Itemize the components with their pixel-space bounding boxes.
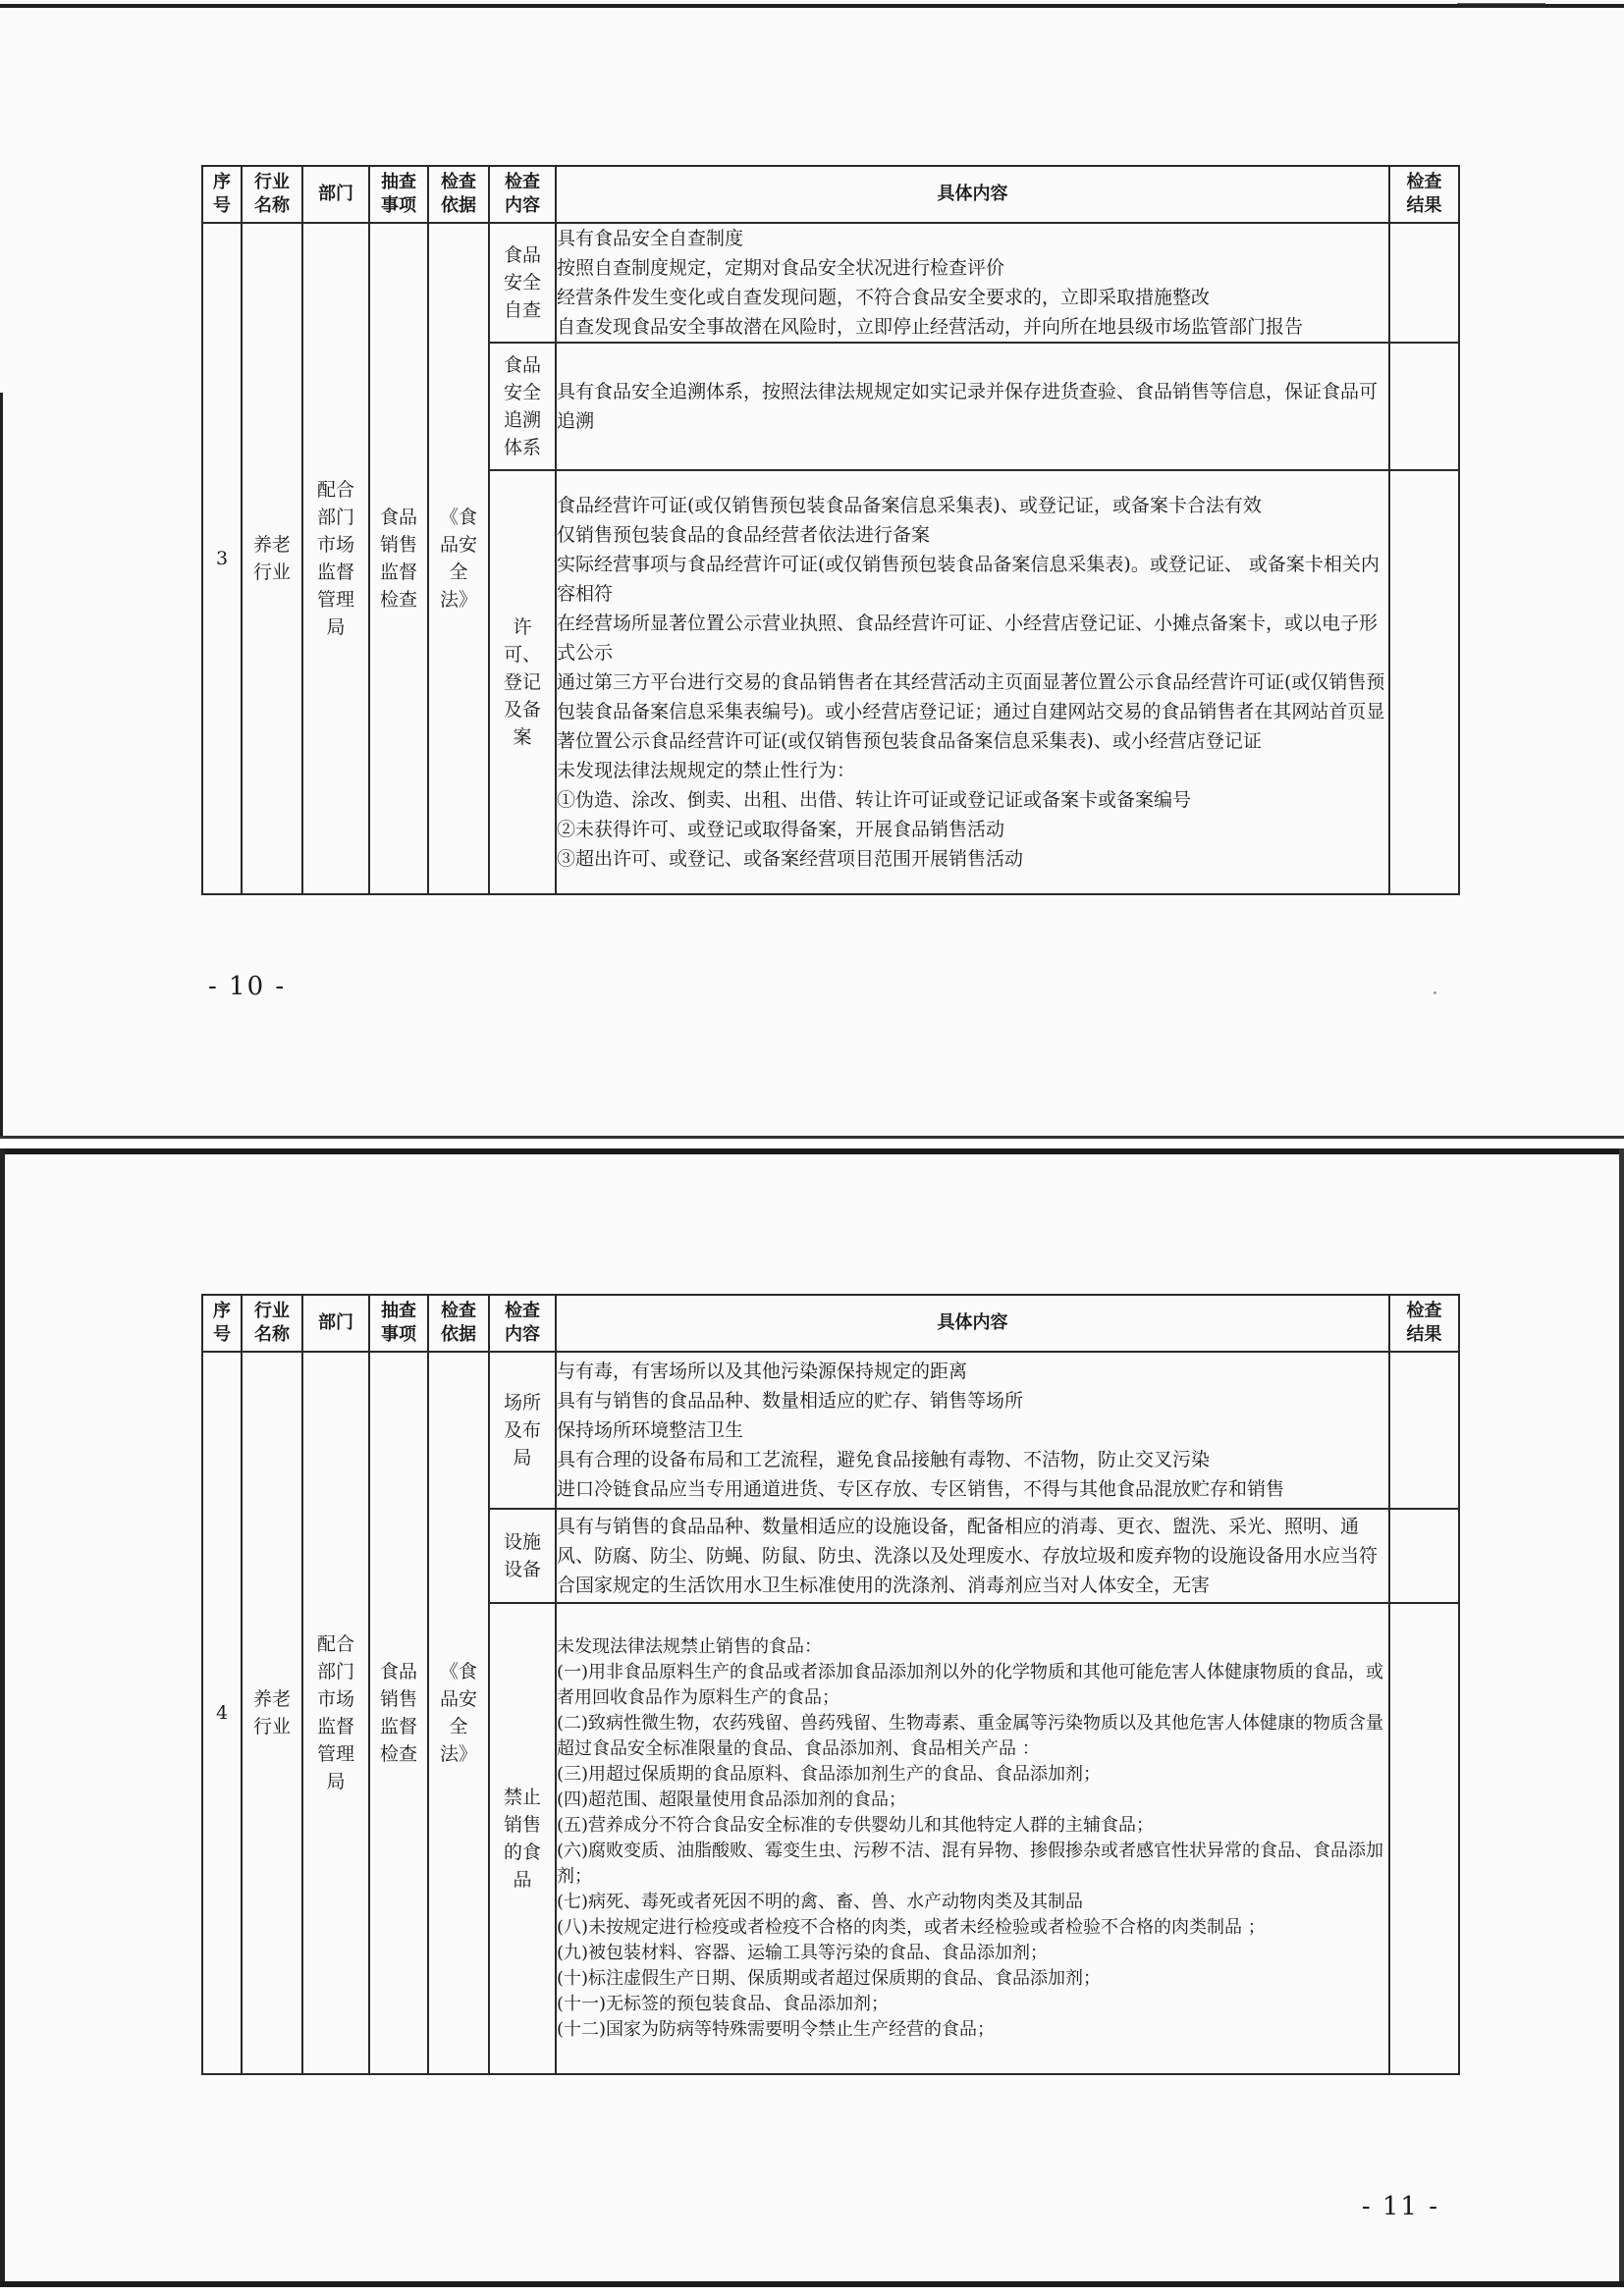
content-line: 自查发现食品安全事故潜在风险时，立即停止经营活动，并向所在地县级市场监管部门报告	[557, 316, 1304, 338]
row-item: 食品销售监督检查	[369, 1352, 428, 2074]
scan-edge-top	[0, 4, 1624, 8]
header-seq: 序号	[202, 1295, 242, 1352]
result-cell	[1389, 470, 1459, 894]
section-category: 禁止销售的食品	[489, 1603, 556, 2074]
row-dept: 配合部门市场监督管理局	[302, 1352, 369, 2074]
row-seq: 4	[202, 1352, 242, 2074]
content-line: (九)被包装材料、容器、运输工具等污染的食品、食品添加剂；	[557, 1943, 1049, 1963]
table-header-row	[202, 1295, 1459, 1352]
scan-edge-right	[1619, 1148, 1624, 2287]
header-dept: 部门	[302, 1295, 369, 1352]
content-line: 具有与销售的食品品种、数量相适应的贮存、销售等场所	[557, 1390, 1024, 1412]
content-line: 具有合理的设备布局和工艺流程，避免食品接触有毒物、不洁物，防止交叉污染	[557, 1449, 1211, 1470]
section-content	[556, 1352, 1389, 1509]
header-item: 抽查事项	[369, 1295, 428, 1352]
content-line: (十一)无标签的预包装食品、食品添加剂；	[557, 1994, 890, 2014]
scan-edge-bottom	[0, 1136, 1624, 1139]
scan-edge-left	[0, 1148, 5, 2287]
row-basis: 《食品安全法》	[428, 1352, 489, 2074]
row-basis: 《食品安全法》	[428, 223, 489, 894]
content-line: (八)未按规定进行检疫或者检疫不合格的肉类，或者未经检验或者检验不合格的肉类制品 ；	[557, 1917, 1266, 1938]
header-detail: 具体内容	[556, 1295, 1389, 1352]
content-line: (一)用非食品原料生产的食品或者添加食品添加剂以外的化学物质和其他可能危害人体健康物质的食品，或者用回收食品作为原料生产的食品；	[557, 1662, 1384, 1708]
section-content	[556, 1509, 1389, 1603]
table-header-row	[202, 166, 1459, 223]
content-line: 仅销售预包装食品的食品经营者依法进行备案	[557, 524, 931, 546]
header-scope: 检查内容	[489, 166, 556, 223]
section-category: 食品安全自查	[489, 223, 556, 343]
inspection-table	[201, 165, 1460, 895]
scan-corner-mark	[1457, 0, 1545, 4]
header-detail: 具体内容	[556, 166, 1389, 223]
content-line: (四)超范围、超限量使用食品添加剂的食品；	[557, 1789, 907, 1810]
result-cell	[1389, 223, 1459, 343]
section-content	[556, 470, 1389, 894]
content-line: (十二)国家为防病等特殊需要明令禁止生产经营的食品；	[557, 2019, 996, 2040]
row-industry: 养老行业	[242, 1352, 302, 2074]
content-line: 经营条件发生变化或自查发现问题，不符合食品安全要求的，立即采取措施整改	[557, 287, 1211, 308]
content-line: (七)病死、毒死或者死因不明的禽、畜、兽、水产动物肉类及其制品	[557, 1892, 1084, 1912]
page-11	[0, 1148, 1624, 2287]
table-row	[202, 223, 1459, 343]
section-category: 场所及布局	[489, 1352, 556, 1509]
header-industry: 行业名称	[242, 166, 302, 223]
content-line: 实际经营事项与食品经营许可证(或仅销售预包装食品备案信息采集表)。或登记证、 或备案卡相关内容相符	[557, 554, 1380, 605]
table-row	[202, 1352, 1459, 1509]
content-line: 未发现法律法规规定的禁止性行为：	[557, 760, 856, 781]
content-line: 保持场所环境整洁卫生	[557, 1419, 744, 1441]
content-line: 未发现法律法规禁止销售的食品：	[557, 1636, 822, 1657]
section-content	[556, 343, 1389, 470]
header-result: 检查结果	[1389, 1295, 1459, 1352]
content-line: 与有毒，有害场所以及其他污染源保持规定的距离	[557, 1361, 968, 1382]
scan-edge-top	[0, 1148, 1624, 1154]
content-line: 具有与销售的食品品种、数量相适应的设施设备，配备相应的消毒、更衣、盥洗、采光、照明、通风、防腐、防尘、防蝇、防鼠、防虫、洗涤以及处理废水、存放垃圾和废弃物的设施设备用水应当符合国家规定的生活饮用水卫生标准使用的洗涤剂、消毒剂应当对人体安全，无害	[557, 1516, 1379, 1596]
section-category: 设施设备	[489, 1509, 556, 1603]
section-category: 食品安全追溯体系	[489, 343, 556, 470]
page-number: - 11 -	[1361, 2192, 1439, 2221]
section-content	[556, 1603, 1389, 2074]
page-number: - 10 -	[208, 972, 287, 1001]
inspection-table	[201, 1294, 1460, 2075]
result-cell	[1389, 1352, 1459, 1509]
content-line: 进口冷链食品应当专用通道进货、专区存放、专区销售，不得与其他食品混放贮存和销售	[557, 1478, 1285, 1500]
content-line: ③超出许可、或登记、或备案经营项目范围开展销售活动	[557, 848, 1024, 870]
header-dept: 部门	[302, 166, 369, 223]
content-line: 具有食品安全自查制度	[557, 228, 744, 249]
result-cell	[1389, 1603, 1459, 2074]
content-line: 按照自查制度规定，定期对食品安全状况进行检查评价	[557, 257, 1005, 279]
row-dept: 配合部门市场监督管理局	[302, 223, 369, 894]
content-line: 食品经营许可证(或仅销售预包装食品备案信息采集表)、或登记证，或备案卡合法有效	[557, 495, 1262, 516]
scan-speck	[1434, 991, 1436, 994]
header-basis: 检查依据	[428, 166, 489, 223]
content-line: (三)用超过保质期的食品原料、食品添加剂生产的食品、食品添加剂；	[557, 1764, 1102, 1785]
content-line: (二)致病性微生物，农药残留、兽药残留、生物毒素、重金属等污染物质以及其他危害人体健康的物质含量超过食品安全标准限量的食品、食品添加剂、食品相关产品 ：	[557, 1713, 1384, 1759]
row-industry: 养老行业	[242, 223, 302, 894]
row-seq: 3	[202, 223, 242, 894]
content-line: 具有食品安全追溯体系，按照法律法规规定如实记录并保存进货查验、食品销售等信息，保证食品可追溯	[557, 381, 1379, 432]
content-line: (十)标注虚假生产日期、保质期或者超过保质期的食品、食品添加剂；	[557, 1968, 1102, 1989]
content-line: 通过第三方平台进行交易的食品销售者在其经营活动主页面显著位置公示食品经营许可证(或仅销售预包装食品备案信息采集表编号)。或小经营店登记证；通过自建网站交易的食品销售者在其网站首页显著位置公示食品经营许可证(或仅销售预包装食品备案信息采集表)、或小经营店登记证	[557, 671, 1385, 752]
row-item: 食品销售监督检查	[369, 223, 428, 894]
page-10	[0, 0, 1624, 1139]
header-scope: 检查内容	[489, 1295, 556, 1352]
content-line: (五)营养成分不符合食品安全标准的专供婴幼儿和其他特定人群的主辅食品；	[557, 1815, 1155, 1836]
content-line: (六)腐败变质、油脂酸败、霉变生虫、污秽不洁、混有异物、掺假掺杂或者感官性状异常的食品、食品添加剂；	[557, 1841, 1384, 1887]
content-line: ②未获得许可、或登记或取得备案，开展食品销售活动	[557, 819, 1005, 840]
header-basis: 检查依据	[428, 1295, 489, 1352]
content-line: 在经营场所显著位置公示营业执照、食品经营许可证、小经营店登记证、小摊点备案卡，或以电子形式公示	[557, 613, 1379, 664]
scan-edge-bottom	[0, 2281, 1624, 2287]
section-content	[556, 223, 1389, 343]
section-category: 许可、登记及备案	[489, 470, 556, 894]
header-industry: 行业名称	[242, 1295, 302, 1352]
header-seq: 序号	[202, 166, 242, 223]
scan-edge-left	[0, 393, 3, 1139]
content-line: ①伪造、涂改、倒卖、出租、出借、转让许可证或登记证或备案卡或备案编号	[557, 789, 1192, 811]
header-result: 检查结果	[1389, 166, 1459, 223]
result-cell	[1389, 343, 1459, 470]
header-item: 抽查事项	[369, 166, 428, 223]
result-cell	[1389, 1509, 1459, 1603]
